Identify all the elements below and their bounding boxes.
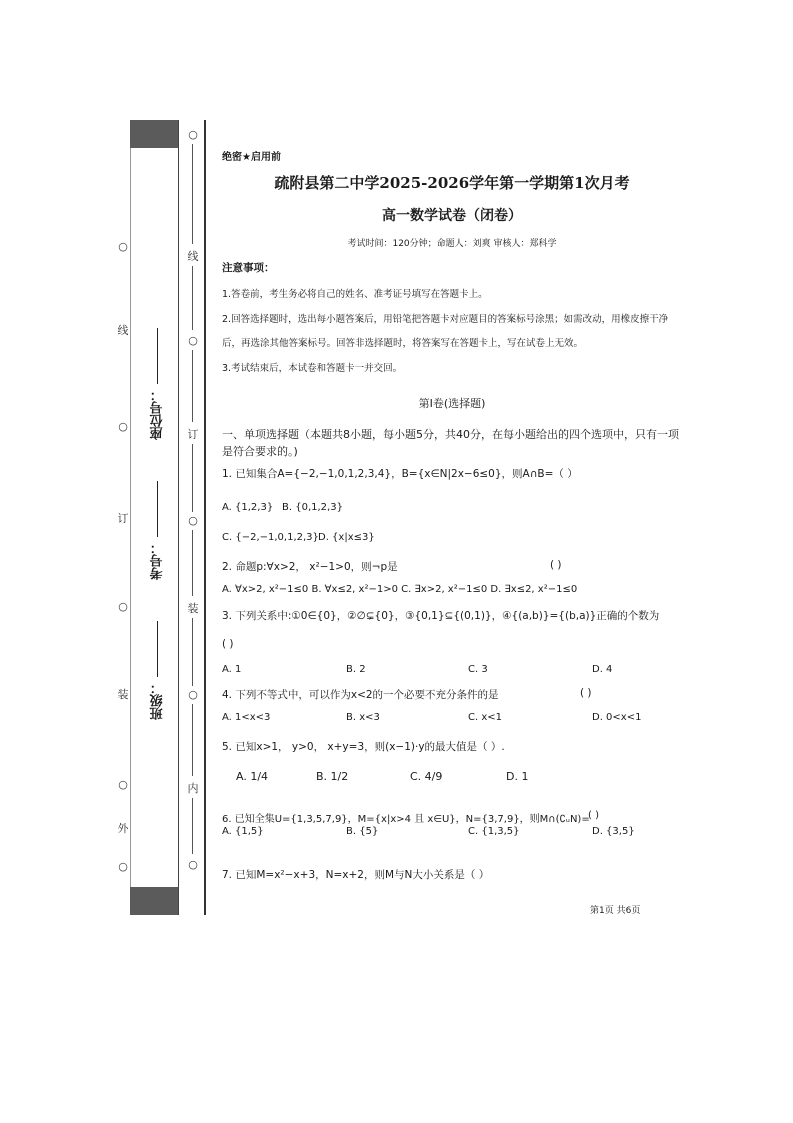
q5-option-c[interactable]: C. 4/9 — [410, 770, 443, 783]
q6-stem: 6. 已知全集U={1,3,5,7,9}，M={x|x>4 且 x∈U}，N={3,7,9}，则M∩(∁ᵤN)= — [222, 814, 590, 825]
outer-mark-circle: ○ — [118, 860, 128, 873]
q4-option-b[interactable]: B. x<3 — [346, 712, 380, 723]
section-title: 第Ⅰ卷(选择题) — [418, 397, 486, 410]
outer-mark-circle: ○ — [118, 600, 128, 613]
note-item: 2.回答选择题时，选出每小题答案后，用铅笔把答题卡对应题目的答案标号涂黑；如需改动，用橡皮擦干净 — [222, 314, 669, 325]
seal-dash — [192, 618, 193, 686]
outer-mark-bind: 订 — [117, 512, 129, 525]
seal-mark-pack: 装 — [187, 602, 199, 615]
seal-mark-circle: ○ — [188, 128, 198, 141]
exam-number-field[interactable] — [138, 450, 178, 580]
outer-line-marks — [116, 120, 130, 915]
outer-mark-pack: 装 — [117, 688, 129, 701]
q3-option-b[interactable]: B. 2 — [346, 664, 366, 675]
gutter-right-line — [178, 120, 179, 915]
q1-option-c[interactable]: C. {−2,−1,0,1,2,3} — [222, 532, 319, 543]
q6-option-c[interactable]: C. {1,3,5} — [468, 826, 520, 837]
seal-dash — [192, 144, 193, 244]
outer-mark-circle: ○ — [118, 420, 128, 433]
seal-mark-line: 线 — [187, 250, 199, 263]
seal-mark-inner: 内 — [187, 782, 199, 795]
q4-option-d[interactable]: D. 0<x<1 — [592, 712, 642, 723]
note-item: 后，再选涂其他答案标号。回答非选择题时，将答案写在答题卡上，写在试卷上无效。 — [222, 338, 584, 349]
q3-option-c[interactable]: C. 3 — [468, 664, 488, 675]
notes-heading: 注意事项： — [222, 262, 275, 274]
gutter-left-line — [130, 148, 131, 887]
seal-dash — [192, 266, 193, 330]
q4-option-a[interactable]: A. 1<x<3 — [222, 712, 271, 723]
q6-option-d[interactable]: D. {3,5} — [592, 826, 635, 837]
seal-mark-circle: ○ — [188, 688, 198, 701]
q7-stem: 7. 已知M=x²−x+3，N=x+2，则M与N大小关系是（ ） — [222, 869, 490, 881]
exam-subtitle: 高一数学试卷（闭卷） — [382, 208, 522, 224]
seal-mark-bind: 订 — [187, 428, 199, 441]
seal-mark-circle: ○ — [188, 514, 198, 527]
seal-dash — [192, 798, 193, 854]
q5-stem: 5. 已知x>1， y>0， x+y=3，则(x−1)·y的最大值是（ ）. — [222, 741, 505, 753]
gutter-bottom-bar — [130, 887, 178, 915]
outer-mark-circle: ○ — [118, 240, 128, 253]
q5-option-d[interactable]: D. 1 — [506, 770, 529, 783]
exam-number-blank[interactable] — [158, 481, 159, 537]
outer-mark-outer: 外 — [117, 822, 129, 835]
q4-bracket: ( ) — [580, 687, 592, 699]
seal-line — [204, 120, 206, 915]
page-number: 第1页 共6页 — [590, 906, 641, 916]
q2-bracket: ( ) — [550, 559, 562, 571]
q2-stem: 2. 命题p:∀x>2， x²−1>0，则¬p是 — [222, 561, 398, 573]
q3-stem: 3. 下列关系中:①0∈{0}，②∅⊊{0}，③{0,1}⊆{(0,1)}，④{(a,b)}={(b,a)}正确的个数为 — [222, 610, 660, 622]
q3-option-d[interactable]: D. 4 — [592, 664, 613, 675]
binding-gutter — [117, 120, 204, 915]
q6-option-a[interactable]: A. {1,5} — [222, 826, 264, 837]
q3-option-a[interactable]: A. 1 — [222, 664, 242, 675]
seat-number-label: 座位号： — [150, 388, 166, 440]
gutter-top-bar — [130, 120, 178, 148]
seal-dash — [192, 350, 193, 422]
q1-option-d[interactable]: D. {x|x≤3} — [318, 532, 375, 543]
exam-meta: 考试时间：120分钟；命题人：刘爽 审核人：郑科学 — [347, 239, 557, 249]
note-item: 3.考试结束后，本试卷和答题卡一并交回。 — [222, 363, 403, 374]
q2-options[interactable]: A. ∀x>2, x²−1≤0 B. ∀x≤2, x²−1>0 C. ∃x>2, x²−1≤0 D. ∃x≤2, x²−1≤0 — [222, 584, 578, 595]
q1-stem: 1. 已知集合A={−2,−1,0,1,2,3,4}，B={x∈N|2x−6≤0}，则A∩B=（ ） — [222, 468, 578, 480]
seal-mark-circle: ○ — [188, 858, 198, 871]
q1-option-a[interactable]: A. {1,2,3} — [222, 502, 274, 513]
q4-stem: 4. 下列不等式中，可以作为x<2的一个必要不充分条件的是 — [222, 689, 499, 701]
seal-dash — [192, 444, 193, 512]
note-item: 1.答卷前，考生务必将自己的姓名、准考证号填写在答题卡上。 — [222, 289, 488, 300]
seal-dash — [192, 530, 193, 596]
class-blank[interactable] — [158, 621, 159, 677]
q6-option-b[interactable]: B. {5} — [346, 826, 379, 837]
exam-title: 疏附县第二中学2025-2026学年第一学期第1次月考 — [274, 174, 630, 192]
q3-bracket: ( ) — [222, 638, 234, 650]
seal-mark-circle: ○ — [188, 334, 198, 347]
seat-number-field-overlay — [140, 330, 180, 450]
class-label: 班级： — [150, 681, 166, 720]
seal-line-marks — [186, 120, 200, 915]
q4-option-c[interactable]: C. x<1 — [468, 712, 502, 723]
outer-mark-circle: ○ — [118, 778, 128, 791]
section-intro: 一、单项选择题（本题共8小题，每小题5分，共40分，在每小题给出的四个选项中，只有一项 — [222, 428, 679, 441]
secret-label: 绝密★启用前 — [222, 152, 281, 163]
exam-number-label: 考号： — [150, 541, 166, 580]
q5-option-a[interactable]: A. 1/4 — [236, 770, 269, 783]
q6-bracket: ( ) — [588, 810, 599, 821]
q5-option-b[interactable]: B. 1/2 — [316, 770, 349, 783]
seal-dash — [192, 704, 193, 776]
q1-option-b[interactable]: B. {0,1,2,3} — [282, 502, 343, 513]
class-field[interactable] — [138, 590, 178, 720]
section-intro-2: 是符合要求的。) — [222, 445, 298, 458]
outer-mark-line: 线 — [117, 324, 129, 337]
